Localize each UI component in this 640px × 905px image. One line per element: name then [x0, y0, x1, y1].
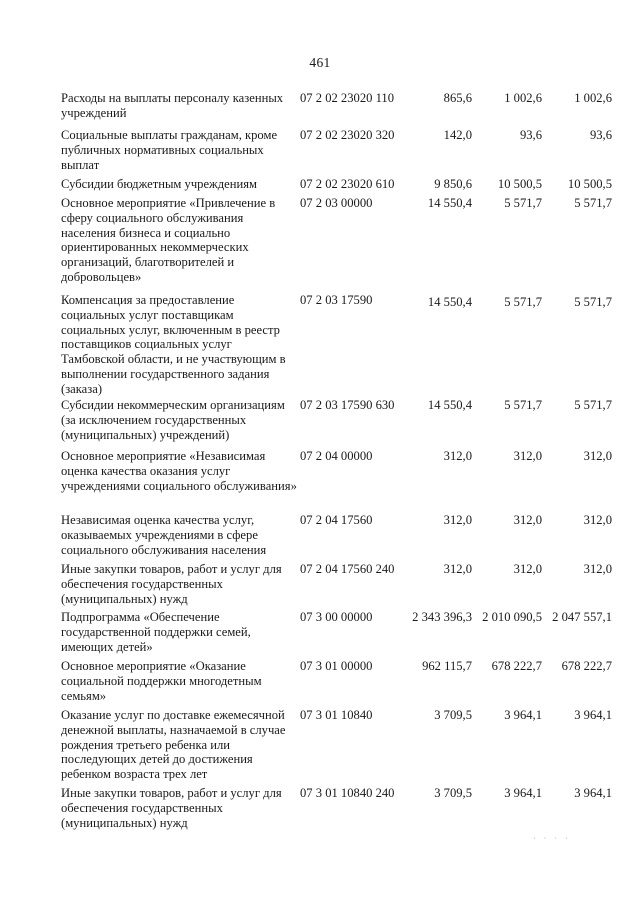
row-value-3: 5 571,7 — [574, 295, 612, 309]
row-value-1: 9 850,6 — [434, 177, 472, 191]
row-value-3: 3 964,1 — [574, 786, 612, 800]
row-name: Социальные выплаты гражданам, кроме публичных нормативных социальных выплат — [61, 128, 278, 172]
row-value-1: 312,0 — [443, 513, 472, 527]
row-code: 07 2 04 00000 — [300, 449, 373, 463]
row-name: Расходы на выплаты персоналу казенных учреждений — [61, 91, 284, 120]
row-value-1: 14 550,4 — [427, 196, 472, 210]
row-code: 07 3 00 00000 — [300, 610, 373, 624]
row-value-2: 5 571,7 — [504, 196, 542, 210]
row-value-1: 2 343 396,3 — [412, 610, 472, 624]
row-value-3: 2 047 557,1 — [552, 610, 612, 624]
scan-artifact: · · · · — [533, 834, 571, 843]
row-code: 07 2 03 00000 — [300, 196, 373, 210]
row-code: 07 3 01 00000 — [300, 659, 373, 673]
row-name: Компенсация за предоставление социальных услуг поставщикам социальных услуг, включенным в реестр поставщиков социальных услуг Тамбовской области, и не участвующим в выполнении государственного задания (заказа) — [61, 293, 286, 396]
row-value-3: 5 571,7 — [574, 196, 612, 210]
row-value-1: 3 709,5 — [434, 786, 472, 800]
row-name: Основное мероприятие «Независимая оценка качества оказания услуг учреждениями социального обслуживания» — [61, 449, 297, 493]
row-value-1: 962 115,7 — [422, 659, 472, 673]
row-value-1: 142,0 — [443, 128, 472, 142]
row-value-3: 678 222,7 — [561, 659, 612, 673]
row-code: 07 2 02 23020 110 — [300, 91, 394, 105]
row-value-1: 865,6 — [443, 91, 472, 105]
row-code: 07 2 03 17590 — [300, 293, 373, 307]
row-value-2: 312,0 — [513, 562, 542, 576]
row-value-2: 312,0 — [513, 513, 542, 527]
row-value-2: 5 571,7 — [504, 295, 542, 309]
row-value-3: 5 571,7 — [574, 398, 612, 412]
row-code: 07 3 01 10840 — [300, 708, 373, 722]
row-value-1: 14 550,4 — [427, 398, 472, 412]
row-value-2: 5 571,7 — [504, 398, 542, 412]
row-value-2: 3 964,1 — [504, 786, 542, 800]
row-value-3: 3 964,1 — [574, 708, 612, 722]
row-value-3: 1 002,6 — [574, 91, 612, 105]
row-value-3: 312,0 — [583, 513, 612, 527]
row-name: Субсидии некоммерческим организациям (за исключением государственных (муниципальных) учреждений) — [61, 398, 285, 442]
row-value-2: 312,0 — [513, 449, 542, 463]
row-name: Иные закупки товаров, работ и услуг для обеспечения государственных (муниципальных) нужд — [61, 562, 282, 606]
row-value-2: 93,6 — [519, 128, 542, 142]
row-code: 07 2 02 23020 610 — [300, 177, 395, 191]
row-code: 07 2 02 23020 320 — [300, 128, 395, 142]
row-code: 07 2 03 17590 630 — [300, 398, 395, 412]
row-name: Подпрограмма «Обеспечение государственной поддержки семей, имеющих детей» — [61, 610, 251, 654]
row-code: 07 3 01 10840 240 — [300, 786, 395, 800]
row-code: 07 2 04 17560 — [300, 513, 373, 527]
row-value-2: 10 500,5 — [497, 177, 542, 191]
row-value-2: 3 964,1 — [504, 708, 542, 722]
row-value-3: 93,6 — [589, 128, 612, 142]
row-value-1: 14 550,4 — [427, 295, 472, 309]
row-value-1: 312,0 — [443, 449, 472, 463]
row-value-1: 312,0 — [443, 562, 472, 576]
row-value-3: 10 500,5 — [567, 177, 612, 191]
row-value-2: 678 222,7 — [491, 659, 542, 673]
row-value-2: 1 002,6 — [504, 91, 542, 105]
row-name: Независимая оценка качества услуг, оказываемых учреждениями в сфере социального обслуживания населения — [61, 513, 267, 557]
row-value-3: 312,0 — [583, 562, 612, 576]
row-value-1: 3 709,5 — [434, 708, 472, 722]
row-name: Основное мероприятие «Оказание социальной поддержки многодетным семьям» — [61, 659, 262, 703]
row-name: Субсидии бюджетным учреждениям — [61, 177, 257, 191]
row-code: 07 2 04 17560 240 — [300, 562, 395, 576]
row-value-3: 312,0 — [583, 449, 612, 463]
row-name: Иные закупки товаров, работ и услуг для обеспечения государственных (муниципальных) нужд — [61, 786, 282, 830]
row-value-2: 2 010 090,5 — [482, 610, 542, 624]
row-name: Основное мероприятие «Привлечение в сферу социального обслуживания населения бизнеса и социально ориентированных некоммерческих организаций, благотворителей и добровольцев» — [61, 196, 276, 284]
page-number: 461 — [309, 55, 331, 70]
row-name: Оказание услуг по доставке ежемесячной денежной выплаты, назначаемой в случае рождения третьего ребенка или последующих детей до достижения ребенком возраста трех лет — [61, 708, 286, 782]
